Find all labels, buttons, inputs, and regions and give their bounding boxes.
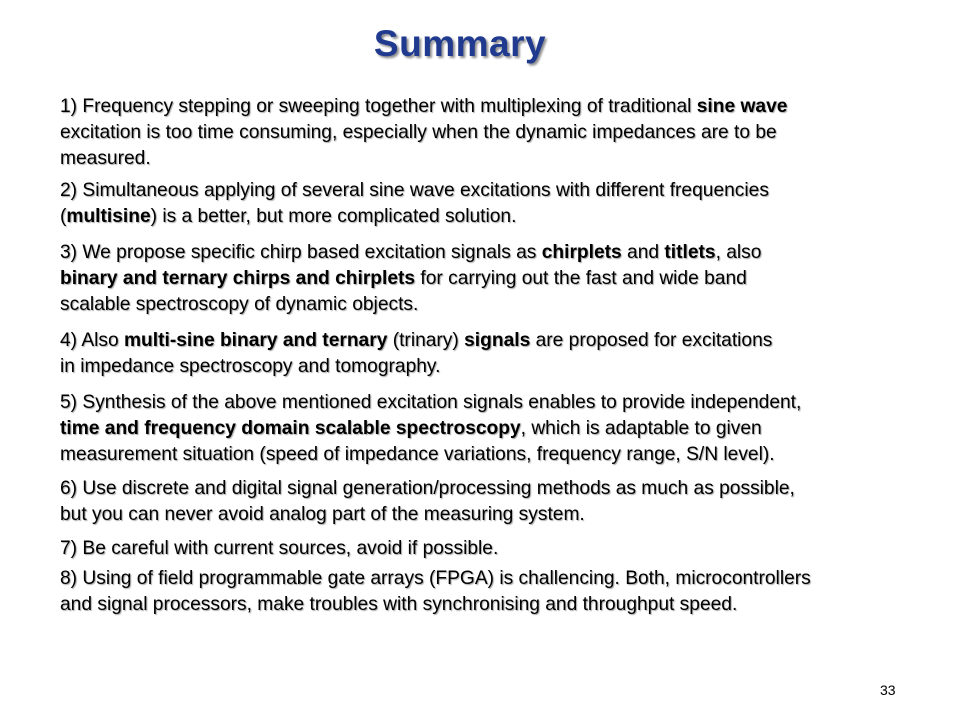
bold-term: chirplets <box>541 242 622 263</box>
summary-item-6 <box>60 476 955 528</box>
bold-term: binary and ternary chirps and chirplets <box>60 268 416 289</box>
bold-term: multi-sine binary and ternary <box>124 330 388 351</box>
text-run: excitation is too time consuming, especially when the dynamic impedances are to be <box>60 122 777 143</box>
text-run: measured. <box>60 148 151 169</box>
text-run: measurement situation (speed of impedance variations, frequency range, S/N level). <box>60 444 775 465</box>
text-run: 8) Using of field programmable gate arrays (FPGA) is challencing. Both, microcontrollers <box>60 568 811 589</box>
text-run: , which is adaptable to given <box>520 418 762 439</box>
text-run: ) is a better, but more complicated solution. <box>150 206 517 227</box>
summary-item-3 <box>60 240 955 318</box>
text-run: 2) Simultaneous applying of several sine wave excitations with different frequencies <box>60 180 769 201</box>
text-run: and <box>621 242 665 263</box>
bold-term: titlets <box>664 242 716 263</box>
text-run: for carrying out the fast and wide band <box>415 268 747 289</box>
text-run: ( <box>60 206 67 227</box>
summary-item-2 <box>60 178 955 230</box>
text-run: 1) Frequency stepping or sweeping together with multiplexing of traditional <box>60 96 697 117</box>
bold-term: multisine <box>66 206 151 227</box>
text-run: but you can never avoid analog part of the measuring system. <box>60 504 585 525</box>
slide-title: Summary <box>373 23 547 64</box>
summary-item-8 <box>60 566 955 618</box>
summary-item-4 <box>60 328 955 380</box>
text-run: 6) Use discrete and digital signal generation/processing methods as much as possible, <box>60 478 795 499</box>
bold-term: time and frequency domain scalable spectroscopy <box>60 418 521 439</box>
text-run: scalable spectroscopy of dynamic objects. <box>60 294 419 315</box>
text-run: are proposed for excitations <box>530 330 773 351</box>
text-run: 3) We propose specific chirp based excitation signals as <box>60 242 542 263</box>
summary-item-1 <box>60 94 955 172</box>
text-run: 4) Also <box>60 330 124 351</box>
bold-term: signals <box>464 330 531 351</box>
text-run: and signal processors, make troubles with synchronising and throughput speed. <box>60 594 738 615</box>
text-run: (trinary) <box>387 330 465 351</box>
page-number: 33 <box>880 682 896 698</box>
summary-item-5 <box>60 390 955 468</box>
text-run: 7) Be careful with current sources, avoid if possible. <box>60 538 499 559</box>
text-run: in impedance spectroscopy and tomography. <box>60 356 441 377</box>
text-run: , also <box>715 242 762 263</box>
summary-list <box>60 94 955 618</box>
bold-term: sine wave <box>696 96 788 117</box>
summary-item-7 <box>60 536 955 562</box>
text-run: 5) Synthesis of the above mentioned excitation signals enables to provide independent, <box>60 392 802 413</box>
